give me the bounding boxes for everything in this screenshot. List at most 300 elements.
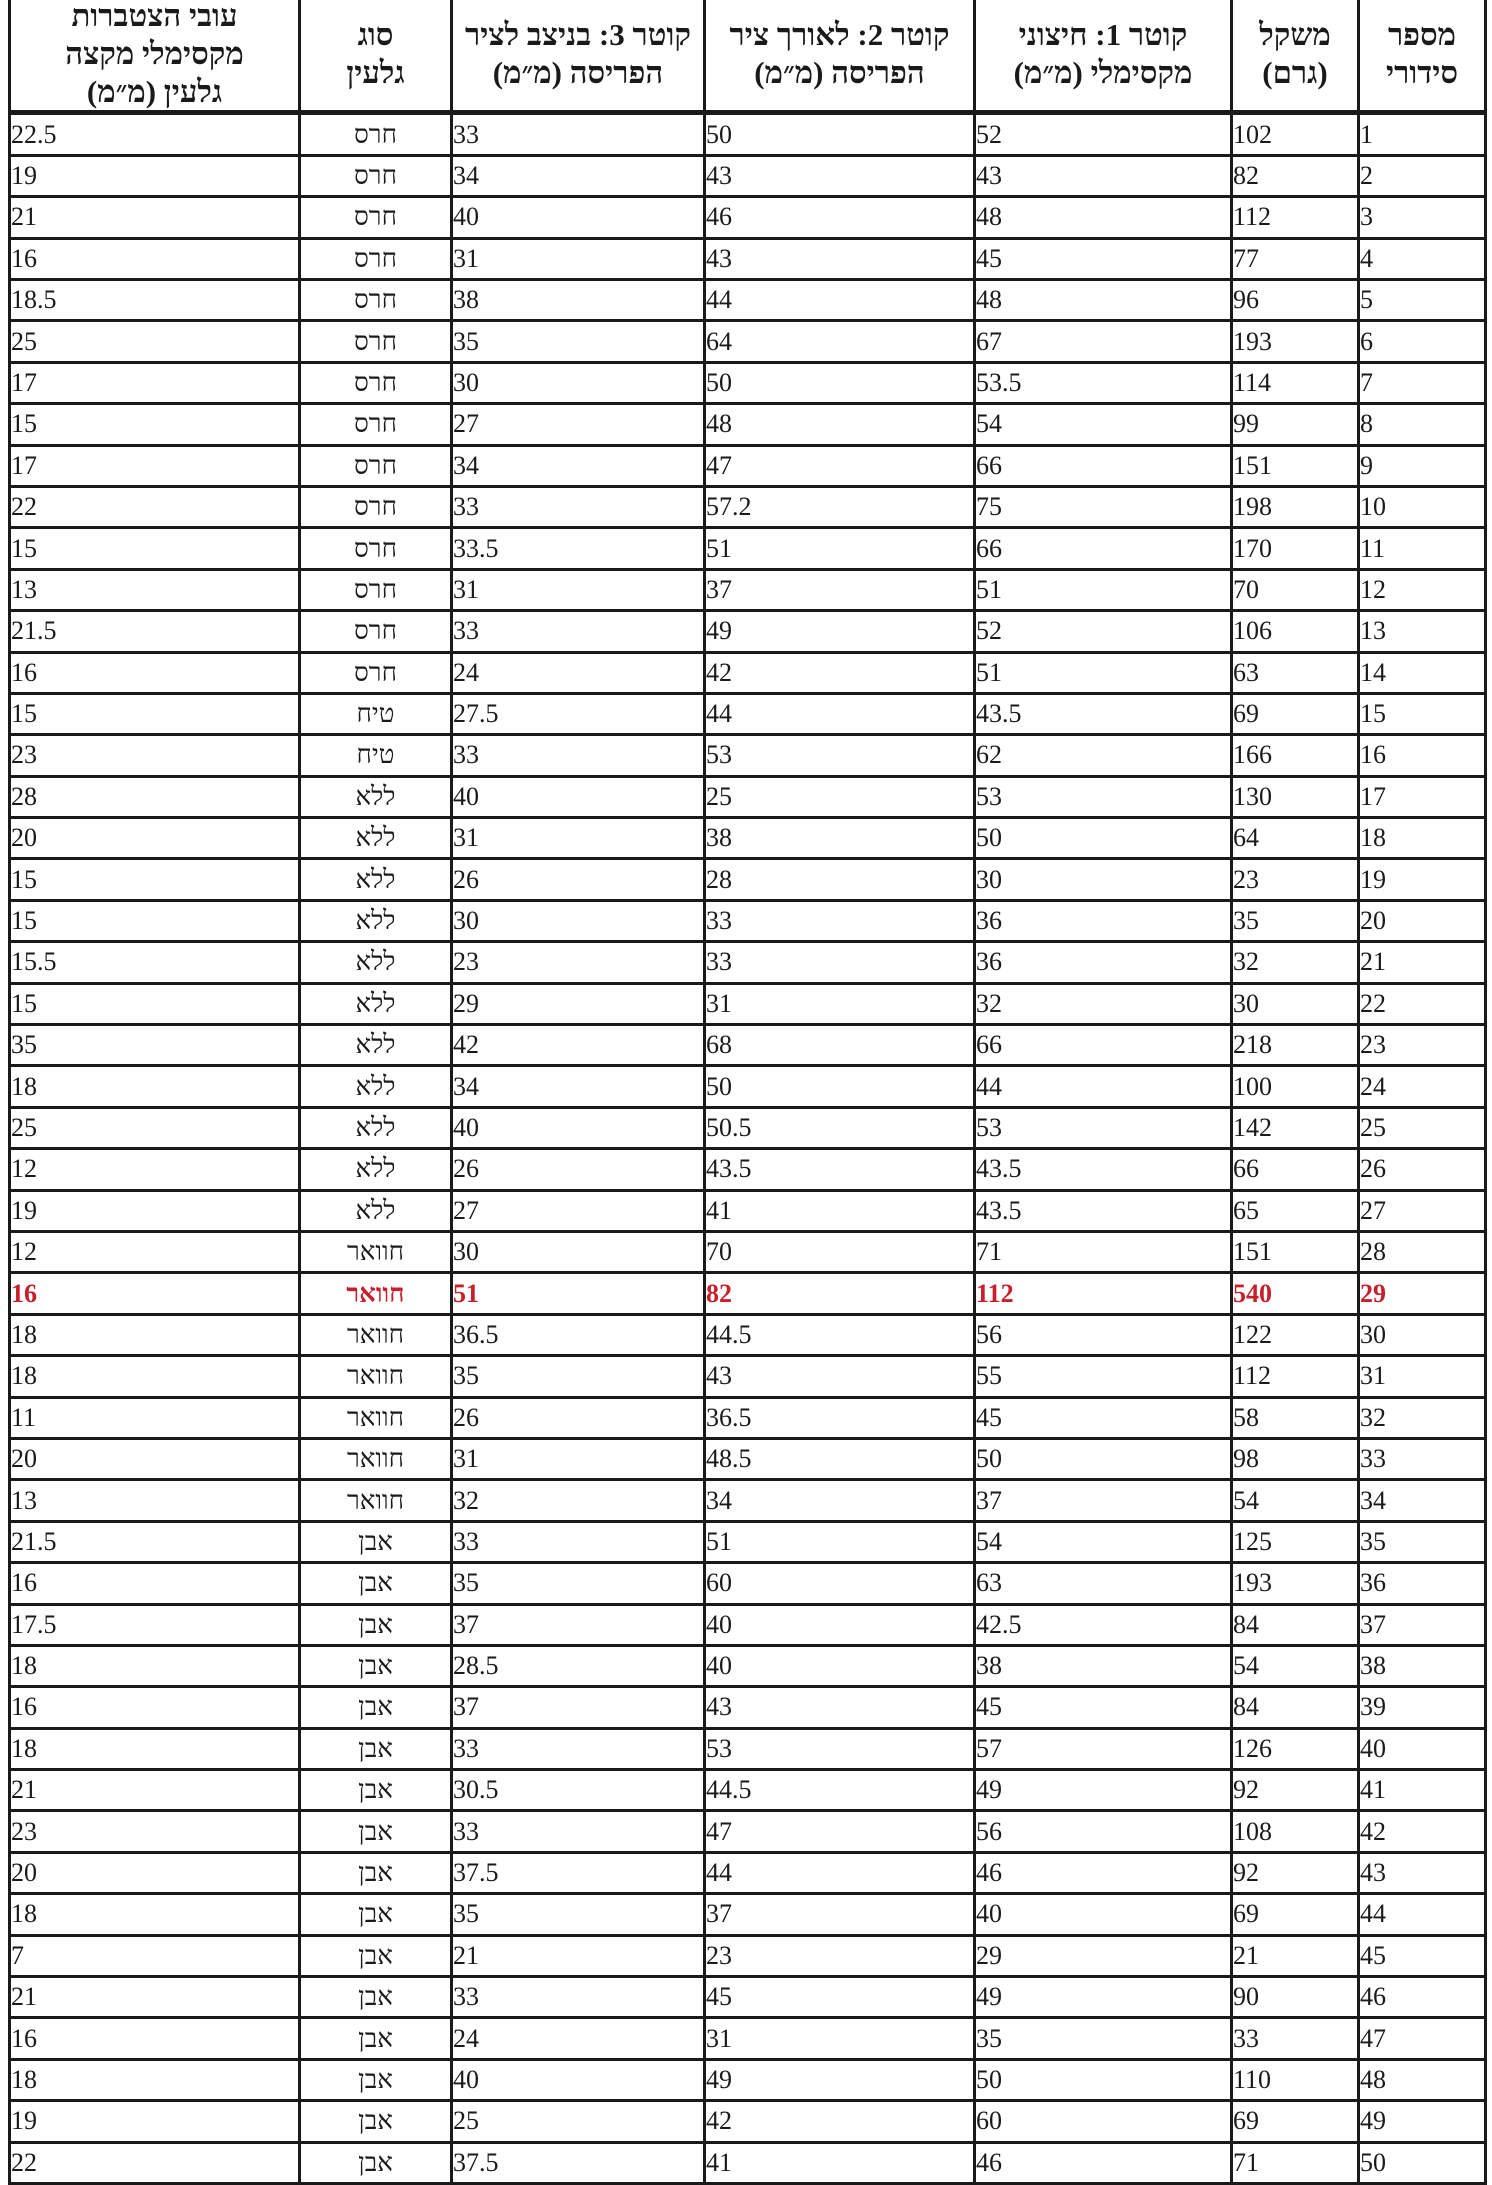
cell-d1: 32	[975, 983, 1232, 1024]
cell-thk: 21.5	[10, 611, 300, 652]
cell-type: חוואר	[300, 1480, 452, 1521]
column-header-d1	[975, 0, 1232, 113]
cell-thk: 17	[10, 362, 300, 403]
cell-thk: 18.5	[10, 280, 300, 321]
cell-thk: 15	[10, 900, 300, 941]
cell-d3: 24	[452, 652, 705, 693]
cell-d1: 63	[975, 1563, 1232, 1604]
cell-n: 17	[1359, 776, 1486, 817]
cell-d3: 37.5	[452, 1852, 705, 1893]
cell-type: חוואר	[300, 1273, 452, 1314]
cell-d2: 70	[705, 1231, 975, 1272]
cell-type: חרס	[300, 197, 452, 238]
table-row	[10, 1356, 1486, 1397]
cell-d2: 50	[705, 362, 975, 403]
cell-thk: 18	[10, 1314, 300, 1355]
cell-type: חרס	[300, 280, 452, 321]
cell-w: 193	[1232, 321, 1359, 362]
cell-type: טיח	[300, 735, 452, 776]
cell-type: חרס	[300, 528, 452, 569]
cell-w: 35	[1232, 900, 1359, 941]
cell-n: 43	[1359, 1852, 1486, 1893]
table-row	[10, 776, 1486, 817]
cell-d3: 27.5	[452, 693, 705, 734]
cell-w: 112	[1232, 197, 1359, 238]
cell-d2: 38	[705, 818, 975, 859]
table-row	[10, 900, 1486, 941]
table-row	[10, 2101, 1486, 2142]
cell-type: אבן	[300, 2018, 452, 2059]
cell-n: 10	[1359, 486, 1486, 527]
cell-d1: 43.5	[975, 1149, 1232, 1190]
cell-type: ללא	[300, 1190, 452, 1231]
cell-w: 130	[1232, 776, 1359, 817]
cell-d2: 50.5	[705, 1107, 975, 1148]
cell-n: 3	[1359, 197, 1486, 238]
cell-d1: 57	[975, 1728, 1232, 1769]
cell-w: 70	[1232, 569, 1359, 610]
cell-d3: 31	[452, 818, 705, 859]
cell-n: 44	[1359, 1894, 1486, 1935]
table-row	[10, 652, 1486, 693]
cell-w: 71	[1232, 2142, 1359, 2183]
cell-n: 29	[1359, 1273, 1486, 1314]
cell-d1: 51	[975, 652, 1232, 693]
cell-n: 47	[1359, 2018, 1486, 2059]
cell-w: 112	[1232, 1356, 1359, 1397]
cell-d1: 48	[975, 197, 1232, 238]
cell-n: 31	[1359, 1356, 1486, 1397]
cell-w: 21	[1232, 1935, 1359, 1976]
cell-n: 36	[1359, 1563, 1486, 1604]
cell-type: ללא	[300, 859, 452, 900]
cell-d2: 50	[705, 113, 975, 155]
table-row	[10, 1066, 1486, 1107]
cell-d3: 31	[452, 238, 705, 279]
cell-thk: 21	[10, 1977, 300, 2018]
cell-type: ללא	[300, 900, 452, 941]
cell-d1: 66	[975, 445, 1232, 486]
cell-type: ללא	[300, 776, 452, 817]
cell-d2: 28	[705, 859, 975, 900]
cell-d3: 30.5	[452, 1770, 705, 1811]
cell-d2: 44	[705, 693, 975, 734]
cell-w: 66	[1232, 1149, 1359, 1190]
cell-n: 26	[1359, 1149, 1486, 1190]
cell-thk: 22	[10, 2142, 300, 2183]
table-row	[10, 1397, 1486, 1438]
cell-d3: 24	[452, 2018, 705, 2059]
cell-n: 32	[1359, 1397, 1486, 1438]
cell-thk: 20	[10, 818, 300, 859]
column-header-line: קוטר 1: חיצוני	[1018, 16, 1188, 52]
cell-thk: 18	[10, 1894, 300, 1935]
column-header-line: מקסימלי (מ״מ)	[1013, 54, 1193, 90]
column-header-line: עובי הצטברות	[71, 0, 238, 33]
cell-type: חרס	[300, 362, 452, 403]
cell-n: 1	[1359, 113, 1486, 155]
cell-d2: 44	[705, 1852, 975, 1893]
cell-d1: 54	[975, 1521, 1232, 1562]
cell-type: ללא	[300, 1066, 452, 1107]
cell-w: 166	[1232, 735, 1359, 776]
table-row	[10, 611, 1486, 652]
cell-type: ללא	[300, 818, 452, 859]
table-row	[10, 155, 1486, 196]
cell-type: חוואר	[300, 1438, 452, 1479]
cell-thk: 11	[10, 1397, 300, 1438]
cell-w: 98	[1232, 1438, 1359, 1479]
column-header-line: גלעין	[346, 54, 405, 90]
cell-d1: 36	[975, 900, 1232, 941]
cell-d1: 46	[975, 2142, 1232, 2183]
cell-n: 28	[1359, 1231, 1486, 1272]
cell-thk: 35	[10, 1025, 300, 1066]
cell-n: 12	[1359, 569, 1486, 610]
cell-d2: 43	[705, 1687, 975, 1728]
cell-w: 122	[1232, 1314, 1359, 1355]
cell-type: חוואר	[300, 1231, 452, 1272]
cell-d2: 44.5	[705, 1770, 975, 1811]
cell-type: אבן	[300, 1894, 452, 1935]
cell-n: 49	[1359, 2101, 1486, 2142]
cell-w: 151	[1232, 445, 1359, 486]
cell-w: 23	[1232, 859, 1359, 900]
cell-n: 38	[1359, 1645, 1486, 1686]
cell-n: 14	[1359, 652, 1486, 693]
cell-n: 18	[1359, 818, 1486, 859]
cell-d3: 31	[452, 1438, 705, 1479]
cell-thk: 15	[10, 693, 300, 734]
cell-type: טיח	[300, 693, 452, 734]
cell-d1: 43.5	[975, 693, 1232, 734]
cell-type: אבן	[300, 1604, 452, 1645]
cell-w: 102	[1232, 113, 1359, 155]
cell-d2: 57.2	[705, 486, 975, 527]
cell-thk: 20	[10, 1438, 300, 1479]
table-row	[10, 1480, 1486, 1521]
cell-thk: 15.5	[10, 942, 300, 983]
column-header-line: קוטר 3: בניצב לציר	[465, 16, 691, 52]
table-row	[10, 2018, 1486, 2059]
table-row	[10, 942, 1486, 983]
cell-d3: 40	[452, 197, 705, 238]
cell-d3: 30	[452, 900, 705, 941]
cell-d1: 45	[975, 1397, 1232, 1438]
cell-d3: 34	[452, 445, 705, 486]
cell-type: אבן	[300, 1935, 452, 1976]
cell-w: 218	[1232, 1025, 1359, 1066]
cell-type: אבן	[300, 1811, 452, 1852]
cell-type: אבן	[300, 1770, 452, 1811]
cell-w: 82	[1232, 155, 1359, 196]
cell-n: 34	[1359, 1480, 1486, 1521]
cell-d2: 34	[705, 1480, 975, 1521]
table-row	[10, 1852, 1486, 1893]
column-header-line: (גרם)	[1262, 54, 1328, 90]
cell-type: חרס	[300, 569, 452, 610]
cell-w: 84	[1232, 1687, 1359, 1728]
table-row	[10, 1563, 1486, 1604]
cell-w: 69	[1232, 1894, 1359, 1935]
cell-d3: 34	[452, 1066, 705, 1107]
cell-n: 8	[1359, 404, 1486, 445]
cell-type: ללא	[300, 942, 452, 983]
table-row	[10, 1149, 1486, 1190]
cell-d1: 43.5	[975, 1190, 1232, 1231]
cell-w: 54	[1232, 1480, 1359, 1521]
cell-d1: 49	[975, 1770, 1232, 1811]
cell-thk: 23	[10, 735, 300, 776]
table-row	[10, 486, 1486, 527]
cell-d3: 34	[452, 155, 705, 196]
table-row	[10, 735, 1486, 776]
cell-thk: 16	[10, 652, 300, 693]
cell-d2: 42	[705, 2101, 975, 2142]
cell-thk: 18	[10, 1645, 300, 1686]
cell-d1: 52	[975, 611, 1232, 652]
cell-w: 540	[1232, 1273, 1359, 1314]
cell-d3: 30	[452, 362, 705, 403]
cell-d3: 40	[452, 776, 705, 817]
cell-d2: 68	[705, 1025, 975, 1066]
cell-thk: 13	[10, 569, 300, 610]
table-row	[10, 1604, 1486, 1645]
column-header-w	[1232, 0, 1359, 113]
cell-thk: 15	[10, 528, 300, 569]
cell-w: 198	[1232, 486, 1359, 527]
cell-d1: 48	[975, 280, 1232, 321]
cell-d2: 43.5	[705, 1149, 975, 1190]
table-row	[10, 1935, 1486, 1976]
cell-type: אבן	[300, 2101, 452, 2142]
cell-d1: 43	[975, 155, 1232, 196]
cell-d1: 66	[975, 1025, 1232, 1066]
cell-d3: 32	[452, 1480, 705, 1521]
cell-d1: 51	[975, 569, 1232, 610]
column-header-line: הפריסה (מ״מ)	[492, 54, 664, 90]
cell-type: חרס	[300, 486, 452, 527]
cell-w: 193	[1232, 1563, 1359, 1604]
cell-d2: 82	[705, 1273, 975, 1314]
cell-thk: 22.5	[10, 113, 300, 155]
cell-d2: 43	[705, 1356, 975, 1397]
column-header-type	[300, 0, 452, 113]
cell-d2: 33	[705, 900, 975, 941]
cell-d2: 51	[705, 528, 975, 569]
table-row	[10, 113, 1486, 155]
cell-n: 27	[1359, 1190, 1486, 1231]
cell-thk: 16	[10, 1687, 300, 1728]
cell-thk: 17	[10, 445, 300, 486]
table-row	[10, 362, 1486, 403]
table-row	[10, 238, 1486, 279]
cell-w: 54	[1232, 1645, 1359, 1686]
header-row	[10, 0, 1486, 113]
cell-d3: 29	[452, 983, 705, 1024]
cell-thk: 28	[10, 776, 300, 817]
cell-d2: 50	[705, 1066, 975, 1107]
column-header-line: מקסימלי מקצה	[65, 35, 244, 71]
cell-d2: 36.5	[705, 1397, 975, 1438]
data-table	[8, 0, 1487, 2185]
column-header-line: סידורי	[1386, 54, 1458, 90]
cell-d2: 48.5	[705, 1438, 975, 1479]
cell-d1: 29	[975, 1935, 1232, 1976]
cell-thk: 12	[10, 1231, 300, 1272]
cell-w: 151	[1232, 1231, 1359, 1272]
cell-w: 69	[1232, 693, 1359, 734]
cell-d2: 53	[705, 735, 975, 776]
cell-d1: 53	[975, 1107, 1232, 1148]
cell-d1: 53	[975, 776, 1232, 817]
cell-d3: 33	[452, 1811, 705, 1852]
cell-type: אבן	[300, 2142, 452, 2183]
cell-d3: 31	[452, 569, 705, 610]
cell-w: 92	[1232, 1770, 1359, 1811]
column-header-line: קוטר 2: לאורך ציר	[729, 16, 950, 52]
table-row	[10, 280, 1486, 321]
cell-thk: 16	[10, 1563, 300, 1604]
cell-d2: 25	[705, 776, 975, 817]
column-header-n	[1359, 0, 1486, 113]
cell-type: חרס	[300, 113, 452, 155]
cell-w: 96	[1232, 280, 1359, 321]
table-row	[10, 1438, 1486, 1479]
cell-w: 100	[1232, 1066, 1359, 1107]
cell-d2: 49	[705, 611, 975, 652]
cell-d2: 43	[705, 238, 975, 279]
cell-d1: 56	[975, 1314, 1232, 1355]
cell-d1: 36	[975, 942, 1232, 983]
cell-w: 106	[1232, 611, 1359, 652]
cell-n: 40	[1359, 1728, 1486, 1769]
cell-n: 21	[1359, 942, 1486, 983]
cell-w: 170	[1232, 528, 1359, 569]
cell-thk: 19	[10, 2101, 300, 2142]
cell-d3: 21	[452, 1935, 705, 1976]
cell-d2: 47	[705, 445, 975, 486]
table-row	[10, 1687, 1486, 1728]
cell-thk: 18	[10, 2059, 300, 2100]
column-header-d3	[452, 0, 705, 113]
cell-type: אבן	[300, 1977, 452, 2018]
cell-d1: 37	[975, 1480, 1232, 1521]
cell-n: 16	[1359, 735, 1486, 776]
cell-type: חרס	[300, 652, 452, 693]
cell-d1: 66	[975, 528, 1232, 569]
table-row	[10, 693, 1486, 734]
cell-d1: 67	[975, 321, 1232, 362]
cell-n: 5	[1359, 280, 1486, 321]
cell-d3: 51	[452, 1273, 705, 1314]
cell-n: 48	[1359, 2059, 1486, 2100]
cell-d1: 45	[975, 238, 1232, 279]
table-row	[10, 1231, 1486, 1272]
cell-d2: 48	[705, 404, 975, 445]
table-row	[10, 1977, 1486, 2018]
cell-type: אבן	[300, 1563, 452, 1604]
table-row	[10, 1770, 1486, 1811]
cell-w: 58	[1232, 1397, 1359, 1438]
cell-n: 41	[1359, 1770, 1486, 1811]
table-row	[10, 1645, 1486, 1686]
cell-thk: 16	[10, 238, 300, 279]
cell-n: 35	[1359, 1521, 1486, 1562]
column-header-line: משקל	[1259, 16, 1331, 52]
cell-d1: 38	[975, 1645, 1232, 1686]
column-header-line: הפריסה (מ״מ)	[754, 54, 925, 90]
table-row	[10, 569, 1486, 610]
cell-d2: 64	[705, 321, 975, 362]
table-row	[10, 1025, 1486, 1066]
cell-w: 114	[1232, 362, 1359, 403]
cell-d1: 49	[975, 1977, 1232, 2018]
cell-w: 33	[1232, 2018, 1359, 2059]
cell-n: 46	[1359, 1977, 1486, 2018]
cell-d3: 35	[452, 1894, 705, 1935]
cell-d1: 40	[975, 1894, 1232, 1935]
cell-thk: 20	[10, 1852, 300, 1893]
cell-type: חוואר	[300, 1356, 452, 1397]
table-row	[10, 404, 1486, 445]
cell-w: 69	[1232, 2101, 1359, 2142]
cell-type: אבן	[300, 1521, 452, 1562]
cell-d2: 37	[705, 1894, 975, 1935]
cell-w: 77	[1232, 238, 1359, 279]
cell-d1: 75	[975, 486, 1232, 527]
cell-d1: 54	[975, 404, 1232, 445]
cell-type: אבן	[300, 1852, 452, 1893]
cell-d1: 44	[975, 1066, 1232, 1107]
cell-thk: 13	[10, 1480, 300, 1521]
cell-n: 4	[1359, 238, 1486, 279]
cell-type: חרס	[300, 238, 452, 279]
cell-d3: 40	[452, 1107, 705, 1148]
cell-d3: 28.5	[452, 1645, 705, 1686]
cell-d2: 40	[705, 1645, 975, 1686]
cell-w: 125	[1232, 1521, 1359, 1562]
cell-type: חרס	[300, 404, 452, 445]
cell-thk: 19	[10, 1190, 300, 1231]
cell-d3: 37	[452, 1604, 705, 1645]
cell-d2: 42	[705, 652, 975, 693]
cell-thk: 21	[10, 197, 300, 238]
cell-type: חוואר	[300, 1314, 452, 1355]
cell-n: 42	[1359, 1811, 1486, 1852]
cell-d1: 50	[975, 2059, 1232, 2100]
cell-thk: 19	[10, 155, 300, 196]
cell-d2: 41	[705, 2142, 975, 2183]
cell-w: 99	[1232, 404, 1359, 445]
table-header	[10, 0, 1486, 113]
cell-w: 92	[1232, 1852, 1359, 1893]
cell-n: 13	[1359, 611, 1486, 652]
cell-d1: 50	[975, 1438, 1232, 1479]
cell-n: 33	[1359, 1438, 1486, 1479]
cell-d3: 25	[452, 2101, 705, 2142]
cell-n: 9	[1359, 445, 1486, 486]
cell-thk: 15	[10, 404, 300, 445]
cell-d3: 23	[452, 942, 705, 983]
cell-d2: 23	[705, 1935, 975, 1976]
cell-d3: 26	[452, 1397, 705, 1438]
cell-w: 64	[1232, 818, 1359, 859]
cell-n: 25	[1359, 1107, 1486, 1148]
cell-thk: 7	[10, 1935, 300, 1976]
cell-d2: 43	[705, 155, 975, 196]
cell-thk: 25	[10, 321, 300, 362]
